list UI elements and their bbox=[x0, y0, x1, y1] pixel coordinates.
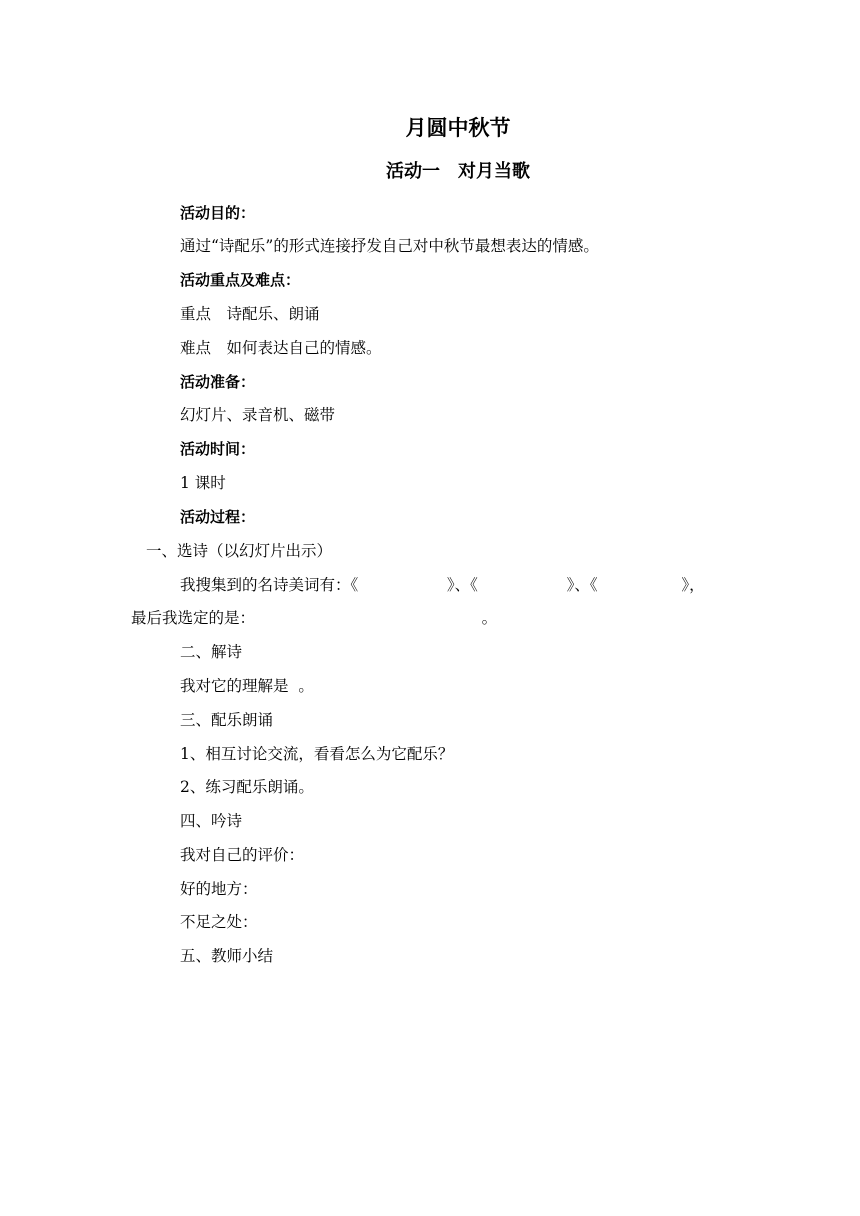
step-3: 三、配乐朗诵 bbox=[180, 711, 274, 729]
chosen-poem-line: 最后我选定的是： 。 bbox=[131, 609, 498, 627]
step-4: 四、吟诗 bbox=[180, 812, 243, 830]
prep-heading: 活动准备： bbox=[180, 373, 256, 391]
step-5: 五、教师小结 bbox=[180, 947, 274, 965]
time-heading: 活动时间： bbox=[180, 440, 256, 458]
step-3-item-1: 1、相互讨论交流，看看怎么为它配乐？ bbox=[180, 745, 454, 763]
time-text: 1 课时 bbox=[180, 474, 226, 492]
focus-key: 重点 诗配乐、朗诵 bbox=[180, 305, 320, 323]
step-3-item-2: 2、练习配乐朗诵。 bbox=[180, 778, 314, 796]
step-2: 二、解诗 bbox=[180, 643, 243, 661]
step-1: 一、选诗（以幻灯片出示） bbox=[146, 542, 333, 560]
document-title: 月圆中秋节 bbox=[405, 116, 511, 140]
goal-heading: 活动目的： bbox=[180, 204, 256, 222]
understanding-line: 我对它的理解是 。 bbox=[180, 677, 314, 695]
prep-text: 幻灯片、录音机、磁带 bbox=[180, 406, 336, 424]
shortcomings: 不足之处： bbox=[180, 913, 258, 931]
goal-text: 通过“诗配乐”的形式连接抒发自己对中秋节最想表达的情感。 bbox=[180, 237, 599, 255]
good-points: 好的地方： bbox=[180, 880, 258, 898]
collected-poems-line: 我搜集到的名诗美词有：《 》、《 》、《 》， bbox=[180, 576, 705, 594]
activity-subtitle: 活动一 对月当歌 bbox=[386, 161, 530, 182]
focus-heading: 活动重点及难点： bbox=[180, 271, 301, 289]
self-evaluation: 我对自己的评价： bbox=[180, 846, 305, 864]
focus-difficult: 难点 如何表达自己的情感。 bbox=[180, 339, 382, 357]
process-heading: 活动过程： bbox=[180, 508, 256, 526]
